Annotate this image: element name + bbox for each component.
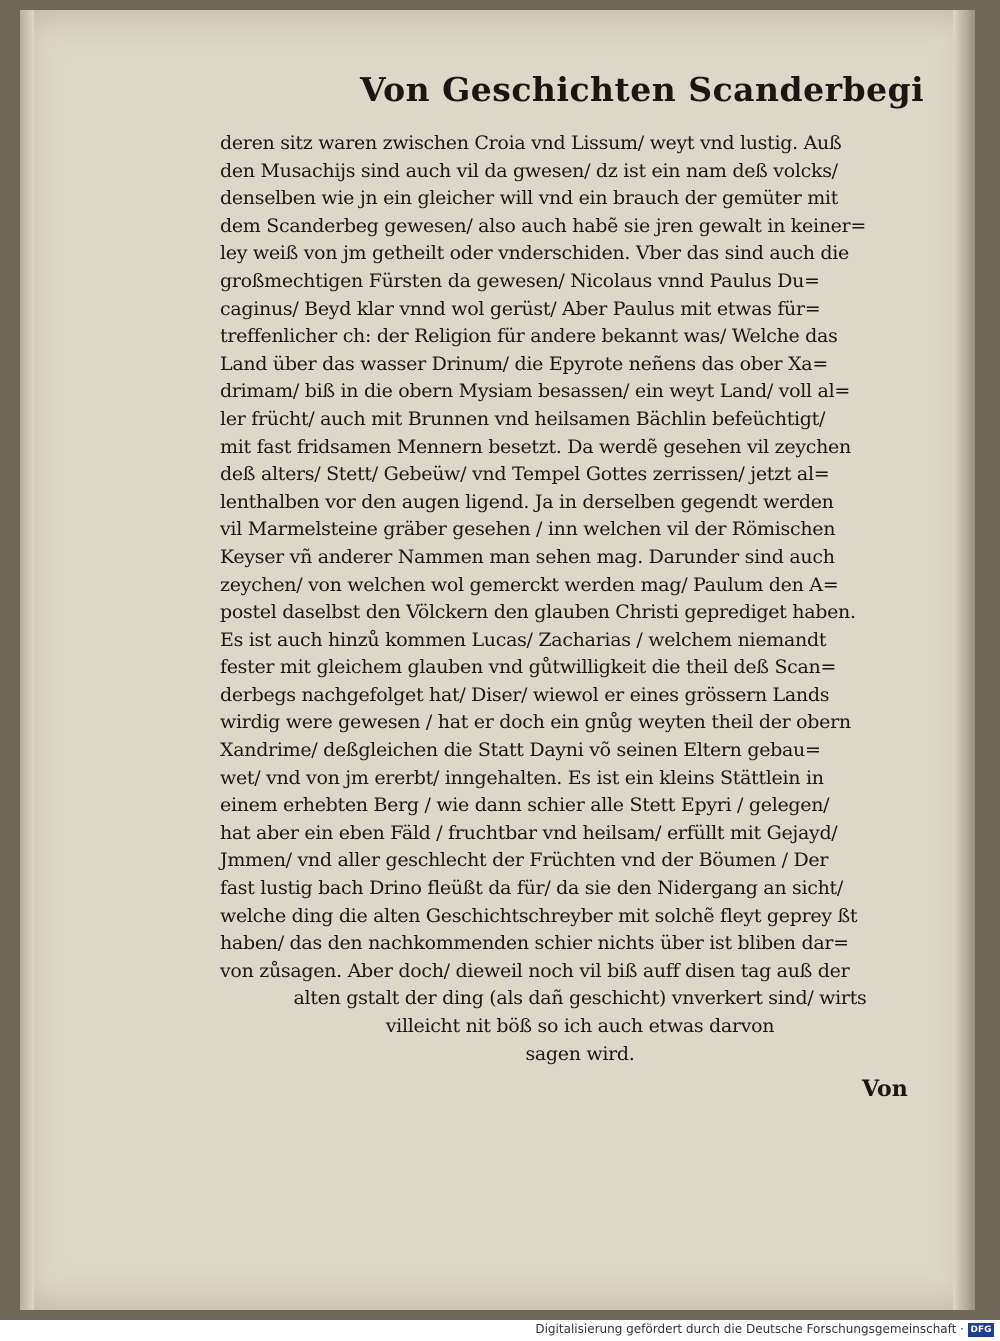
text-line: Es ist auch hinzů kommen Lucas/ Zacharias / welchem niemandt [220,628,827,651]
text-line: mit fast fridsamen Mennern besetzt. Da werdẽ gesehen vil zeychen [220,435,851,458]
text-line: dem Scanderbeg gewesen/ also auch habẽ sie jren gewalt in keiner= [220,214,867,237]
text-line: Keyser vñ anderer Nammen man sehen mag. Darunder sind auch [220,545,835,568]
text-line: villeicht nit böß so ich auch etwas darvon [385,1015,775,1037]
text-line: fast lustig bach Drino fleüßt da für/ da sie den Nidergang an sicht/ [220,877,843,900]
text-line: derbegs nachgefolget hat/ Diser/ wiewol er eines grössern Lands [220,683,830,706]
running-heading: Von Geschichten Scanderbegi [360,70,925,109]
text-line: ler frücht/ auch mit Brunnen vnd heilsamen Bächlin befeüchtigt/ [220,407,826,430]
text-line: Xandrime/ deßgleichen die Statt Dayni võ seinen Eltern gebau= [220,739,821,762]
funding-credit: Digitalisierung gefördert durch die Deutsche Forschungsgemeinschaft · [535,1322,964,1336]
text-line: Jmmen/ vnd aller geschlecht der Früchten vnd der Böumen / Der [220,849,829,872]
text-line: postel daselbst den Völckern den glauben Christi geprediget haben. [220,601,856,624]
text-line: drimam/ biß in die obern Mysiam besassen/ ein weyt Land/ voll al= [220,380,850,403]
text-line: den Musachijs sind auch vil da gwesen/ dz ist ein nam deß volcks/ [220,159,838,182]
text-line: fester mit gleichem glauben vnd gůtwilligkeit die theil deß Scan= [220,656,837,679]
text-line: alten gstalt der ding (als dañ geschicht) vnverkert sind/ wirts [293,987,867,1010]
text-line: haben/ das den nachkommenden schier nichts über ist bliben dar= [220,932,849,955]
text-line: treffenlicher ch: der Religion für andere bekannt was/ Welche das [220,325,838,348]
footer-bar [0,1320,1000,1341]
text-line: Land über das wasser Drinum/ die Epyrote neñens das ober Xa= [220,352,828,375]
text-line: von zůsagen. Aber doch/ dieweil noch vil biß auff disen tag auß der [220,959,850,982]
text-line: deren sitz waren zwischen Croia vnd Lissum/ weyt vnd lustig. Auß [220,132,842,154]
text-line: caginus/ Beyd klar vnnd wol gerüst/ Aber Paulus mit etwas für= [220,297,821,320]
text-line: hat aber ein eben Fäld / fruchtbar vnd heilsam/ erfüllt mit Gejayd/ [220,821,838,844]
text-line: einem erhebten Berg / wie dann schier alle Stett Epyri / gelegen/ [220,794,830,817]
text-line: wet/ vnd von jm ererbt/ inngehalten. Es ist ein kleins Stättlein in [220,766,824,789]
text-line: denselben wie jn ein gleicher will vnd ein brauch der gemüter mit [220,187,839,210]
text-line: deß alters/ Stett/ Gebeüw/ vnd Tempel Gottes zerrissen/ jetzt al= [220,463,830,486]
page-gutter-shadow [20,10,34,1310]
text-line: sagen wird. [525,1042,635,1065]
text-line: lenthalben vor den augen ligend. Ja in derselben gegendt werden [220,490,834,513]
body-text [220,130,940,1068]
text-line: welche ding die alten Geschichtschreyber mit solchẽ fleyt geprey ßt [220,904,858,927]
text-line: wirdig were gewesen / hat er doch ein gnůg weyten theil der obern [220,711,851,734]
catchword: Von [862,1076,908,1102]
text-line: vil Marmelsteine gräber gesehen / inn welchen vil der Römischen [220,518,836,541]
text-line: großmechtigen Fürsten da gewesen/ Nicolaus vnnd Paulus Du= [220,269,820,292]
text-line: ley weiß von jm getheilt oder vnderschiden. Vber das sind auch die [220,242,849,265]
page-right-edge [953,10,975,1310]
text-line: zeychen/ von welchen wol gemerckt werden mag/ Paulum den A= [220,573,839,596]
dfg-logo: DFG [968,1323,994,1337]
